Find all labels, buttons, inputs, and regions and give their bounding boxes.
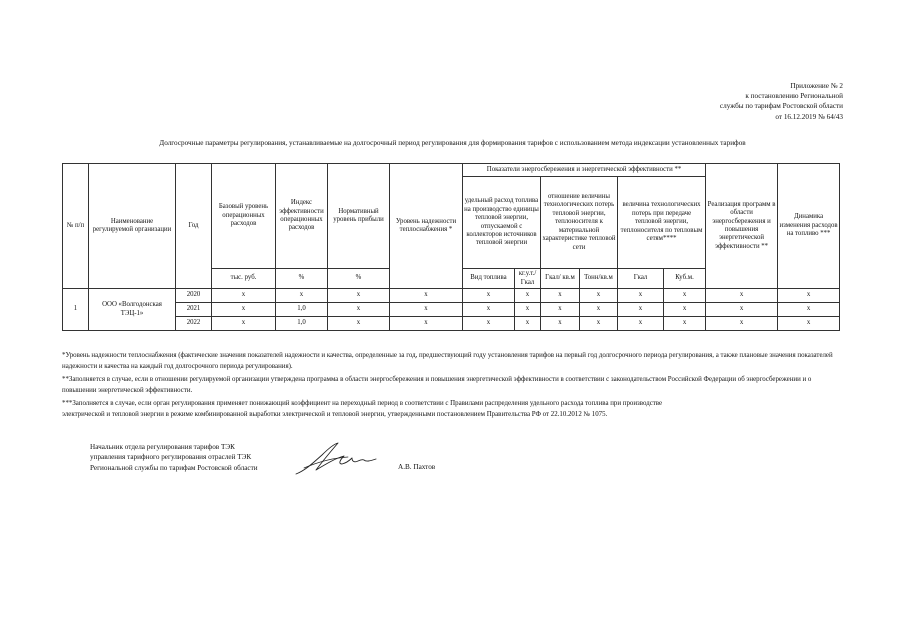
appendix-line-3: службы по тарифам Ростовской области <box>719 102 843 111</box>
header-num: № п/п <box>63 164 89 289</box>
signatory-line-1: Начальник отдела регулирования тарифов ТЭК <box>90 443 235 451</box>
header-energy-group: Показатели энергосбережения и энергетической эффективности ** <box>463 164 706 177</box>
appendix-line-2: к постановлению Региональной <box>745 92 843 101</box>
footnote-reliability: *Уровень надежности теплоснабжения (фактические значения показателей надежности и качества, определенные за год, предшествующий году установления тарифов на первый год долгосрочного периода регулирования, а также плановые значения показателей надежности и качества на каждый год долгосрочного периода регулирования). <box>62 352 833 370</box>
cell-value: х <box>618 303 664 317</box>
footnotes <box>62 351 842 423</box>
cell-value: х <box>664 289 706 303</box>
cell-value: х <box>541 317 580 331</box>
cell-value: х <box>778 303 840 317</box>
row-year: 2022 <box>176 317 212 331</box>
header-year: Год <box>176 164 212 289</box>
header-org-name: Наименование регулируемой организации <box>89 164 176 289</box>
cell-value: х <box>328 317 390 331</box>
row-year: 2021 <box>176 303 212 317</box>
parameters-table <box>62 163 840 331</box>
header-efficiency-index: Индекс эффективности операционных расходов <box>276 164 328 269</box>
row-year: 2020 <box>176 289 212 303</box>
footnote-fuel-coefficient: ***Заполняется в случае, если орган регулирования применяет понижающий коэффициент на переходный период в соответствии с Правилами распределения удельного расхода топлива при производстве <box>62 400 663 407</box>
table-row <box>63 289 840 303</box>
cell-value: х <box>463 289 515 303</box>
cell-value: 1,0 <box>276 303 328 317</box>
header-tech-losses: величина технологических потерь при передаче тепловой энергии, теплоносителя по тепловым сетям**** <box>618 177 706 269</box>
signatory-name: А.В. Пахтов <box>398 463 436 471</box>
cell-value: х <box>515 317 541 331</box>
unit-base-costs: тыс. руб. <box>212 269 276 289</box>
cell-value: х <box>515 289 541 303</box>
unit-fuel-type: Вид топлива <box>463 269 515 289</box>
header-reliability: Уровень надежности теплоснабжения * <box>390 164 463 289</box>
cell-value: х <box>463 303 515 317</box>
cell-value: х <box>706 303 778 317</box>
cell-value: х <box>706 289 778 303</box>
handwritten-signature <box>292 440 384 478</box>
header-profit-level: Нормативный уровень прибыли <box>328 164 390 269</box>
cell-value: х <box>276 289 328 303</box>
unit-fuel: кг.у.т./Гкал <box>515 269 541 289</box>
org-num: 1 <box>63 289 89 331</box>
cell-value: х <box>778 289 840 303</box>
cell-value: х <box>664 317 706 331</box>
signatory-line-3: Региональной службы по тарифам Ростовской области <box>90 463 258 472</box>
appendix-header <box>720 81 843 122</box>
table-row <box>63 303 840 317</box>
cell-value: х <box>328 289 390 303</box>
appendix-line-1: Приложение № 2 <box>790 82 843 90</box>
cell-value: х <box>580 303 618 317</box>
cell-value: х <box>390 289 463 303</box>
unit-loss-1: Гкал/ кв.м <box>541 269 580 289</box>
appendix-line-4: от 16.12.2019 № 64/43 <box>775 112 843 121</box>
header-fuel-consumption: удельный расход топлива на производство единицы тепловой энергии, отпускаемой с коллекторов источников тепловой энергии <box>463 177 541 269</box>
unit-tech-loss-1: Гкал <box>618 269 664 289</box>
header-base-costs: Базовый уровень операционных расходов <box>212 164 276 269</box>
footnote-fuel-coefficient-cont: электрической и тепловой энергии в режиме комбинированной выработки электрической и тепловой энергии, утвержденными постановлением Правительства РФ от 22.10.2012 № 1075. <box>62 410 608 418</box>
cell-value: х <box>580 289 618 303</box>
header-cost-dynamics: Динамика изменения расходов на топливо *** <box>778 164 840 289</box>
unit-profit-level: % <box>328 269 390 289</box>
unit-loss-2: Тонн/кв.м <box>580 269 618 289</box>
unit-efficiency-index: % <box>276 269 328 289</box>
org-name: ООО «Волгодонская ТЭЦ-1» <box>89 289 176 331</box>
cell-value: х <box>778 317 840 331</box>
header-loss-ratio: отношение величины технологических потерь тепловой энергии, теплоносителя к материальной характеристике тепловой сети <box>541 177 618 269</box>
cell-value: х <box>390 317 463 331</box>
footnote-energy-program: **Заполняется в случае, если в отношении регулируемой организации утверждена программа в области энергосбережения и повышения энергетической эффективности в соответствии с законодательством Российской Федерации об энергосбережении и о повышении энергетической эффективности. <box>62 376 812 394</box>
cell-value: х <box>618 317 664 331</box>
table-row <box>63 317 840 331</box>
signatory-position <box>90 442 258 473</box>
cell-value: х <box>541 303 580 317</box>
cell-value: 1,0 <box>276 317 328 331</box>
cell-value: х <box>463 317 515 331</box>
unit-tech-loss-2: Куб.м. <box>664 269 706 289</box>
signatory-line-2: управления тарифного регулирования отраслей ТЭК <box>90 453 252 462</box>
cell-value: х <box>390 303 463 317</box>
cell-value: х <box>515 303 541 317</box>
cell-value: х <box>664 303 706 317</box>
cell-value: х <box>212 303 276 317</box>
cell-value: х <box>212 317 276 331</box>
cell-value: х <box>328 303 390 317</box>
header-programs: Реализация программ в области энергосбережения и повышения энергетической эффективности ** <box>706 164 778 289</box>
cell-value: х <box>618 289 664 303</box>
cell-value: х <box>212 289 276 303</box>
cell-value: х <box>706 317 778 331</box>
document-title: Долгосрочные параметры регулирования, устанавливаемые на долгосрочный период регулирования для формирования тарифов с использованием метода индексации установленных тарифов <box>159 139 746 147</box>
cell-value: х <box>541 289 580 303</box>
cell-value: х <box>580 317 618 331</box>
